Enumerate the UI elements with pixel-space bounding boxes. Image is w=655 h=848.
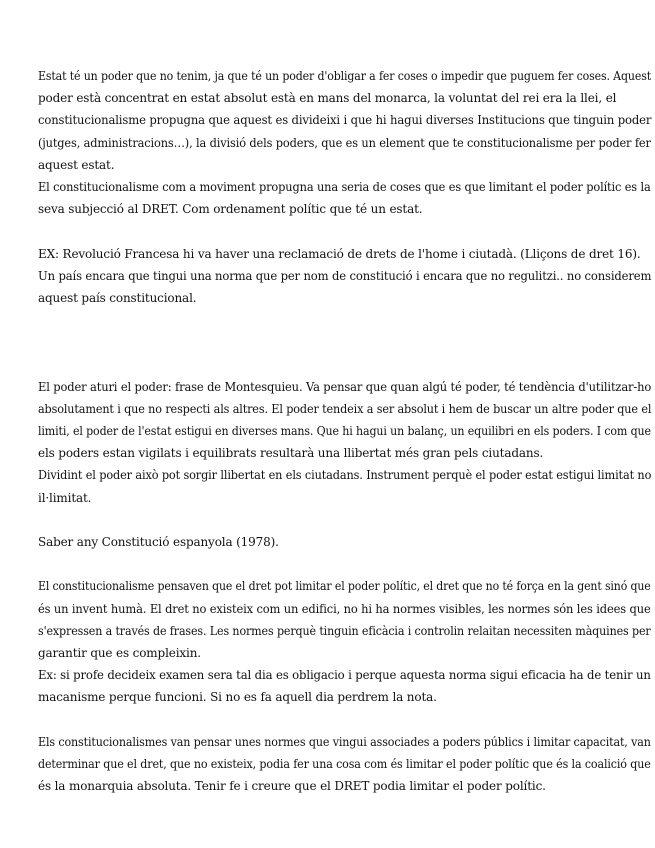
paragraph-spacer [38, 509, 618, 531]
paragraph-montesquieu [38, 376, 652, 509]
paragraph-spacer [38, 220, 618, 242]
text-line: macanisme perque funcioni. Si no es fa aquell dia perdrem la nota. [38, 690, 437, 705]
text-line: Els constitucionalismes van pensar unes normes que vingui associades a poders públics i limitar capacitat, van [38, 734, 651, 749]
paragraph-spacer [38, 353, 618, 375]
text-line: (jutges, administracions…), la divisió dels poders, que es un element que te constitucionalisme per poder fer [38, 135, 651, 150]
text-line: Saber any Constitució espanyola (1978). [38, 534, 279, 549]
paragraph-public-powers [38, 731, 651, 798]
text-line: EX: Revolució Francesa hi va haver una reclamació de drets de l'home i ciutadà. (Lliçons de dret 16). [38, 246, 641, 261]
text-line: absolutament i que no respecti als altres. El poder tendeix a ser absolut i hem de buscar un altre poder que el [38, 401, 652, 416]
text-line: és la monarquia absoluta. Tenir fe i creure que el DRET podia limitar el poder polític. [38, 779, 546, 793]
document-page [38, 65, 652, 797]
paragraph-spacer [38, 553, 618, 575]
text-line: poder està concentrat en estat absolut està en mans del monarca, la voluntat del rei era la llei, el [38, 91, 617, 106]
paragraph-state-power [38, 65, 652, 220]
text-line: seva subjecció al DRET. Com ordenament polític que té un estat. [38, 202, 423, 217]
text-line: s'expressen a través de frases. Les normes perquè tinguin eficàcia i controlin relaitan necessiten màquines per [38, 623, 651, 638]
text-line: aquest país constitucional. [38, 290, 197, 305]
text-line: constitucionalisme propugna que aquest es divideixi i que hi hagui diverses Institucions que tinguin poder [38, 113, 652, 128]
text-line: El poder aturi el poder: frase de Montesquieu. Va pensar que quan algú té poder, té tendència d'utilitzar-ho [38, 379, 652, 394]
text-line: El constitucionalisme pensaven que el dret pot limitar el poder polític, el dret que no té força en la gent sinó que [38, 579, 651, 594]
text-line: Un país encara que tingui una norma que per nom de constitució i encara que no regulitzi.. no considerem [38, 268, 652, 283]
text-line: aquest estat. [38, 157, 115, 172]
paragraph-constitution-year [38, 531, 618, 553]
text-line: Dividint el poder això pot sorgir llibertat en els ciutadans. Instrument perquè el poder estat estigui limitat no [38, 468, 652, 483]
paragraph-spacer [38, 331, 618, 353]
text-line: garantir que es compleixin. [38, 645, 201, 660]
text-line: El constitucionalisme com a moviment propugna una seria de coses que es que limitant el poder polític es la [38, 179, 651, 194]
text-line: determinar que el dret, que no existeix, podia fer una cosa com és limitar el poder polític que és la coalició que [38, 756, 651, 771]
text-line: és un invent humà. El dret no existeix com un edifici, no hi ha normes visibles, les normes són les idees que [38, 601, 651, 616]
paragraph-law-limits-power [38, 575, 651, 708]
text-line: els poders estan vigilats i equilibrats resultarà una llibertat més gran pels ciutadans. [38, 446, 544, 461]
text-line: il·limitat. [38, 490, 92, 505]
text-line: Estat té un poder que no tenim, ja que té un poder d'obligar a fer coses o impedir que puguem fer coses. Aquest [38, 69, 651, 83]
text-line: Ex: si profe decideix examen sera tal dia es obligacio i perque aquesta norma sigui eficacia ha de tenir un [38, 668, 651, 683]
paragraph-french-revolution [38, 243, 652, 310]
paragraph-spacer [38, 708, 618, 730]
paragraph-spacer [38, 309, 618, 331]
text-line: limiti, el poder de l'estat estigui en diverses mans. Que hi hagui un balanç, un equilibri en els poders. I com que [38, 424, 651, 438]
